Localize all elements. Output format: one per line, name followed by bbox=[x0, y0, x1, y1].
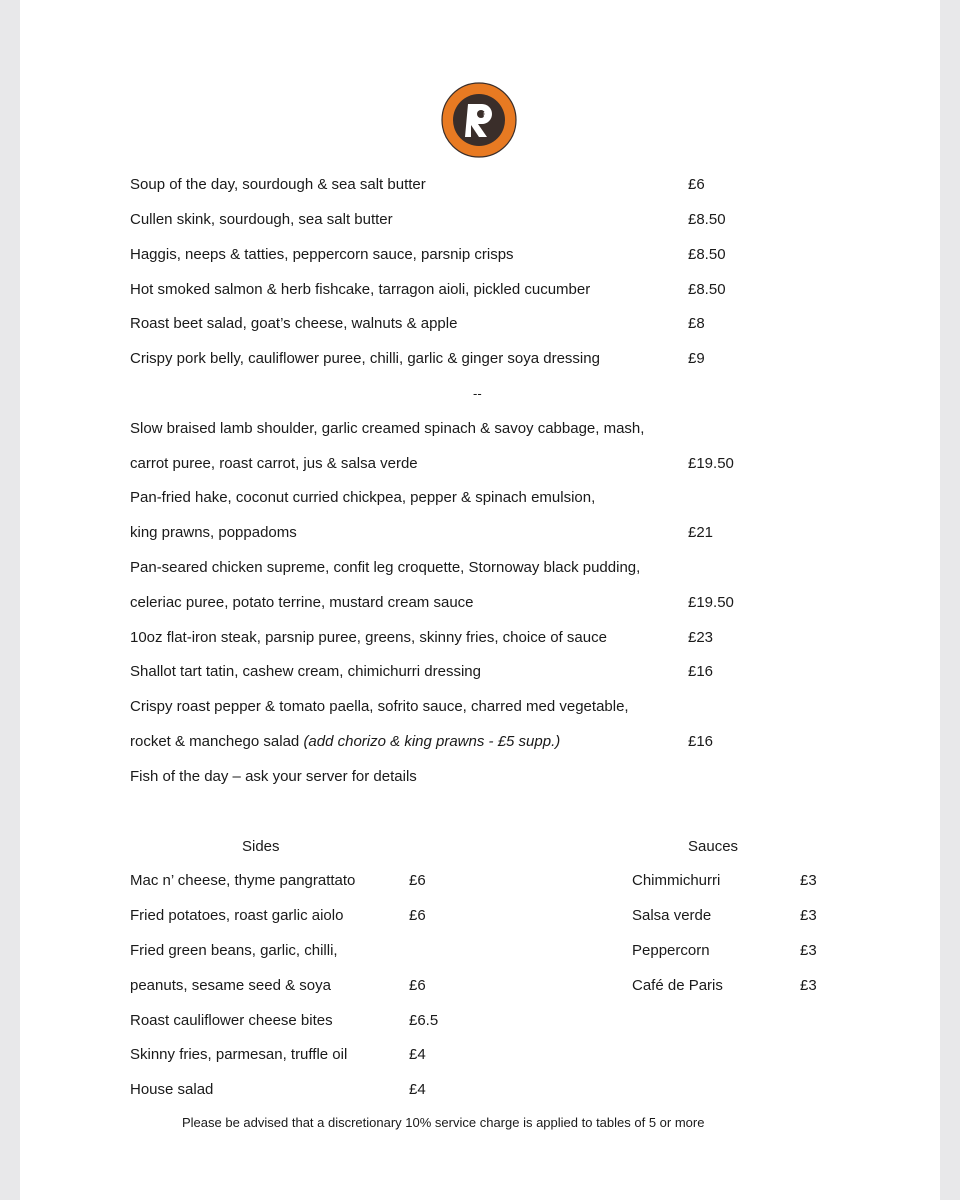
logo-letter: R bbox=[483, 111, 489, 120]
menu-item-haggis: Haggis, neeps & tatties, peppercorn sauce, parsnip crisps bbox=[130, 246, 514, 263]
menu-item-fish-of-the-day: Fish of the day – ask your server for details bbox=[130, 768, 417, 785]
menu-item-lamb-line1: Slow braised lamb shoulder, garlic creamed spinach & savoy cabbage, mash, bbox=[130, 420, 645, 437]
sauces-heading: Sauces bbox=[688, 838, 739, 855]
sauce-price-peppercorn: £3 bbox=[800, 942, 817, 959]
menu-item-paella-line2 bbox=[130, 732, 560, 752]
service-charge-notice: Please be advised that a discretionary 10% service charge is applied to tables of 5 or more bbox=[182, 1115, 705, 1130]
menu-item-pork-belly: Crispy pork belly, cauliflower puree, chilli, garlic & ginger soya dressing bbox=[130, 350, 600, 367]
menu-price-soup: £6 bbox=[688, 176, 705, 193]
restaurant-logo bbox=[441, 82, 517, 158]
paella-line2-text: rocket & manchego salad bbox=[130, 733, 304, 750]
sauce-item-chimmichurri: Chimmichurri bbox=[632, 872, 721, 889]
menu-price-pork-belly: £9 bbox=[688, 350, 705, 367]
menu-price-chicken: £19.50 bbox=[688, 594, 734, 611]
side-price-house-salad: £4 bbox=[409, 1081, 426, 1098]
sauce-item-peppercorn: Peppercorn bbox=[632, 942, 710, 959]
menu-item-cullen-skink: Cullen skink, sourdough, sea salt butter bbox=[130, 211, 393, 228]
side-price-mac: £6 bbox=[409, 872, 426, 889]
side-item-mac: Mac n’ cheese, thyme pangrattato bbox=[130, 872, 356, 889]
menu-item-soup: Soup of the day, sourdough & sea salt butter bbox=[130, 176, 426, 193]
side-item-fries: Skinny fries, parmesan, truffle oil bbox=[130, 1046, 348, 1063]
side-price-cauliflower: £6.5 bbox=[409, 1012, 439, 1029]
menu-item-paella-line1: Crispy roast pepper & tomato paella, sofrito sauce, charred med vegetable, bbox=[130, 698, 629, 715]
menu-item-fishcake: Hot smoked salmon & herb fishcake, tarragon aioli, pickled cucumber bbox=[130, 281, 591, 298]
menu-price-steak: £23 bbox=[688, 629, 714, 646]
side-price-fries: £4 bbox=[409, 1046, 426, 1063]
section-separator: -- bbox=[473, 386, 482, 401]
menu-price-lamb: £19.50 bbox=[688, 455, 734, 472]
side-price-potatoes: £6 bbox=[409, 907, 426, 924]
menu-item-steak: 10oz flat-iron steak, parsnip puree, greens, skinny fries, choice of sauce bbox=[130, 629, 607, 646]
menu-price-tart: £16 bbox=[688, 663, 714, 680]
menu-item-lamb-line2: carrot puree, roast carrot, jus & salsa verde bbox=[130, 455, 418, 472]
menu-price-hake: £21 bbox=[688, 524, 714, 541]
sauce-price-cafe-de-paris: £3 bbox=[800, 977, 817, 994]
menu-price-cullen-skink: £8.50 bbox=[688, 211, 726, 228]
menu-item-tart: Shallot tart tatin, cashew cream, chimichurri dressing bbox=[130, 663, 481, 680]
side-price-beans: £6 bbox=[409, 977, 426, 994]
menu-price-beet-salad: £8 bbox=[688, 315, 705, 332]
menu-item-chicken-line2: celeriac puree, potato terrine, mustard cream sauce bbox=[130, 594, 474, 611]
sauce-price-chimmichurri: £3 bbox=[800, 872, 817, 889]
menu-price-fishcake: £8.50 bbox=[688, 281, 726, 298]
menu-price-paella: £16 bbox=[688, 733, 714, 750]
sauce-item-cafe-de-paris: Café de Paris bbox=[632, 977, 723, 994]
sauce-price-salsa-verde: £3 bbox=[800, 907, 817, 924]
side-item-beans-line2: peanuts, sesame seed & soya bbox=[130, 977, 331, 994]
side-item-cauliflower: Roast cauliflower cheese bites bbox=[130, 1012, 333, 1029]
sides-heading: Sides bbox=[242, 838, 280, 855]
menu-item-hake-line2: king prawns, poppadoms bbox=[130, 524, 297, 541]
menu-price-haggis: £8.50 bbox=[688, 246, 726, 263]
menu-item-hake-line1: Pan-fried hake, coconut curried chickpea, pepper & spinach emulsion, bbox=[130, 489, 596, 506]
side-item-potatoes: Fried potatoes, roast garlic aiolo bbox=[130, 907, 344, 924]
sauce-item-salsa-verde: Salsa verde bbox=[632, 907, 712, 924]
side-item-house-salad: House salad bbox=[130, 1081, 214, 1098]
menu-item-chicken-line1: Pan-seared chicken supreme, confit leg croquette, Stornoway black pudding, bbox=[130, 559, 641, 576]
menu-item-beet-salad: Roast beet salad, goat’s cheese, walnuts & apple bbox=[130, 315, 458, 332]
side-item-beans-line1: Fried green beans, garlic, chilli, bbox=[130, 942, 338, 959]
paella-supplement-note: (add chorizo & king prawns - £5 supp.) bbox=[303, 733, 561, 750]
